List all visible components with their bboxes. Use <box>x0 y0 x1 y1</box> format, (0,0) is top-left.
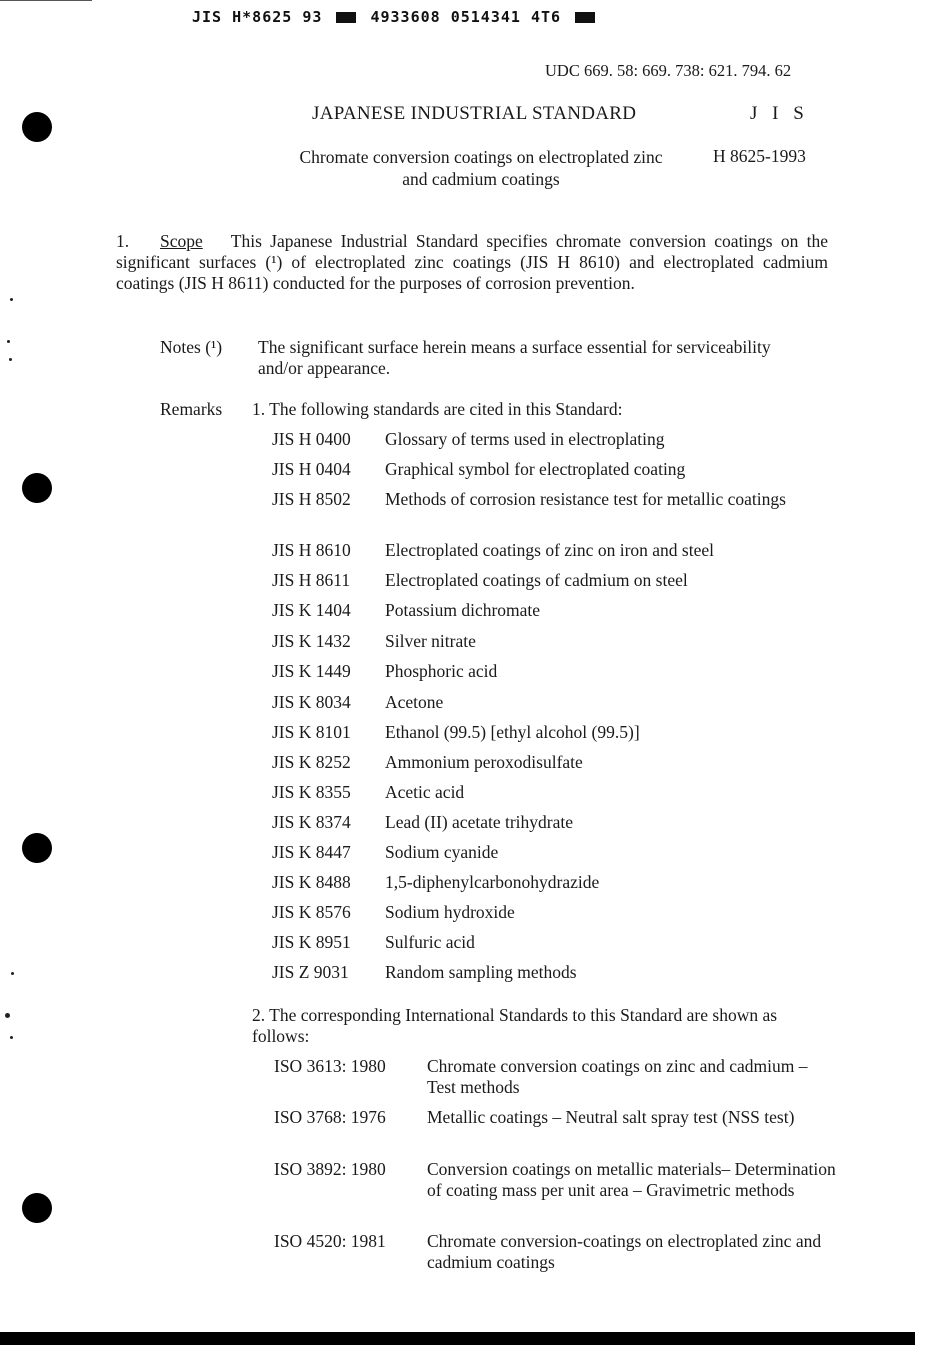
cited-standard-title: Lead (II) acetate trihydrate <box>385 812 573 832</box>
remarks-item-2: 2. The corresponding International Standards to this Standard are shown as follows: <box>252 1005 778 1046</box>
redaction-block <box>575 12 595 23</box>
cited-standard-title: Graphical symbol for electroplated coating <box>385 459 686 479</box>
document-title: Chromate conversion coatings on electroplated zinc and cadmium coatings <box>299 147 663 189</box>
redaction-block <box>336 12 356 23</box>
notes-text: The significant surface herein means a surface essential for serviceability and/or appearance. <box>258 337 771 378</box>
cited-standard-code: JIS K 8374 <box>272 812 351 832</box>
cited-standard-code: JIS H 8502 <box>272 489 351 509</box>
scan-speck <box>9 358 12 361</box>
standard-title: JAPANESE INDUSTRIAL STANDARD <box>312 103 637 124</box>
cited-standard-title: Sulfuric acid <box>385 932 475 952</box>
iso-standard-code: ISO 3613: 1980 <box>274 1056 386 1076</box>
scope-text: This Japanese Industrial Standard specifies chromate conversion coatings on the significant surfaces (¹) of electroplated zinc coatings (JIS H 8610) and electroplated cadmium coatings (JIS H 8611) conducted for the purposes of corrosion prevention. <box>116 231 828 293</box>
header-code-part-1: JIS H*8625 93 <box>192 8 323 26</box>
cited-standard-code: JIS K 8447 <box>272 842 351 862</box>
cited-standard-title: Phosphoric acid <box>385 661 498 681</box>
scan-speck <box>11 972 14 975</box>
scan-speck <box>5 1013 10 1018</box>
iso-standard-code: ISO 4520: 1981 <box>274 1231 386 1251</box>
header-code-part-2: 4933608 0514341 4T6 <box>370 8 562 26</box>
iso-standard-title: Chromate conversion-coatings on electroplated zinc and cadmium coatings <box>427 1231 822 1272</box>
cited-standard-code: JIS H 0400 <box>272 429 351 449</box>
jis-mark: J I S <box>750 103 809 124</box>
cited-standard-code: JIS H 8611 <box>272 570 351 590</box>
cited-standard-title: 1,5-diphenylcarbonohydrazide <box>385 872 600 892</box>
cited-standard-code: JIS K 8101 <box>272 722 351 742</box>
cited-standard-title: Glossary of terms used in electroplating <box>385 429 665 449</box>
iso-standard-code: ISO 3768: 1976 <box>274 1107 386 1127</box>
section-number: 1. <box>116 231 130 251</box>
cited-standard-title: Random sampling methods <box>385 962 577 982</box>
cited-standard-code: JIS K 1449 <box>272 661 351 681</box>
cited-standard-title: Ammonium peroxodisulfate <box>385 752 583 772</box>
cited-standard-code: JIS K 8355 <box>272 782 351 802</box>
cited-standard-title: Methods of corrosion resistance test for metallic coatings <box>385 489 786 509</box>
udc-classification: UDC 669. 58: 669. 738: 621. 794. 62 <box>545 61 792 80</box>
cited-standard-code: JIS H 8610 <box>272 540 351 560</box>
remarks-label: Remarks <box>160 399 223 419</box>
cited-standard-title: Ethanol (99.5) [ethyl alcohol (99.5)] <box>385 722 640 742</box>
scan-top-line <box>0 0 92 1</box>
remarks-item-1: 1. The following standards are cited in this Standard: <box>252 399 623 419</box>
cited-standard-title: Sodium hydroxide <box>385 902 515 922</box>
iso-standard-title: Chromate conversion coatings on zinc and cadmium – Test methods <box>427 1056 808 1097</box>
cited-standard-code: JIS K 8576 <box>272 902 351 922</box>
cited-standard-code: JIS H 0404 <box>272 459 351 479</box>
cited-standard-title: Potassium dichromate <box>385 600 541 620</box>
iso-standard-code: ISO 3892: 1980 <box>274 1159 386 1179</box>
cited-standard-code: JIS K 8252 <box>272 752 351 772</box>
scan-speck <box>10 298 13 301</box>
cited-standard-code: JIS K 1432 <box>272 631 351 651</box>
cited-standard-code: JIS K 1404 <box>272 600 351 620</box>
punch-hole <box>22 473 52 503</box>
cited-standard-code: JIS Z 9031 <box>272 962 349 982</box>
cited-standard-title: Electroplated coatings of cadmium on steel <box>385 570 688 590</box>
header-barcode-line <box>192 8 599 26</box>
cited-standard-code: JIS K 8951 <box>272 932 351 952</box>
cited-standard-code: JIS K 8034 <box>272 692 351 712</box>
iso-standard-title: Metallic coatings – Neutral salt spray test (NSS test) <box>427 1107 795 1127</box>
scope-section <box>116 231 828 294</box>
cited-standard-code: JIS K 8488 <box>272 872 351 892</box>
section-heading: Scope <box>160 231 203 251</box>
scan-bottom-edge <box>0 1332 915 1345</box>
document-number: H 8625-1993 <box>713 146 806 166</box>
cited-standard-title: Acetic acid <box>385 782 465 802</box>
notes-label: Notes (¹) <box>160 337 223 357</box>
scan-speck <box>10 1036 13 1039</box>
cited-standard-title: Acetone <box>385 692 444 712</box>
cited-standard-title: Electroplated coatings of zinc on iron and steel <box>385 540 714 560</box>
punch-hole <box>22 833 52 863</box>
scan-speck <box>7 340 10 343</box>
cited-standard-title: Silver nitrate <box>385 631 476 651</box>
cited-standard-title: Sodium cyanide <box>385 842 499 862</box>
iso-standard-title: Conversion coatings on metallic materials– Determination of coating mass per unit area – Gravimetric methods <box>427 1159 836 1200</box>
punch-hole <box>22 1193 52 1223</box>
punch-hole <box>22 112 52 142</box>
